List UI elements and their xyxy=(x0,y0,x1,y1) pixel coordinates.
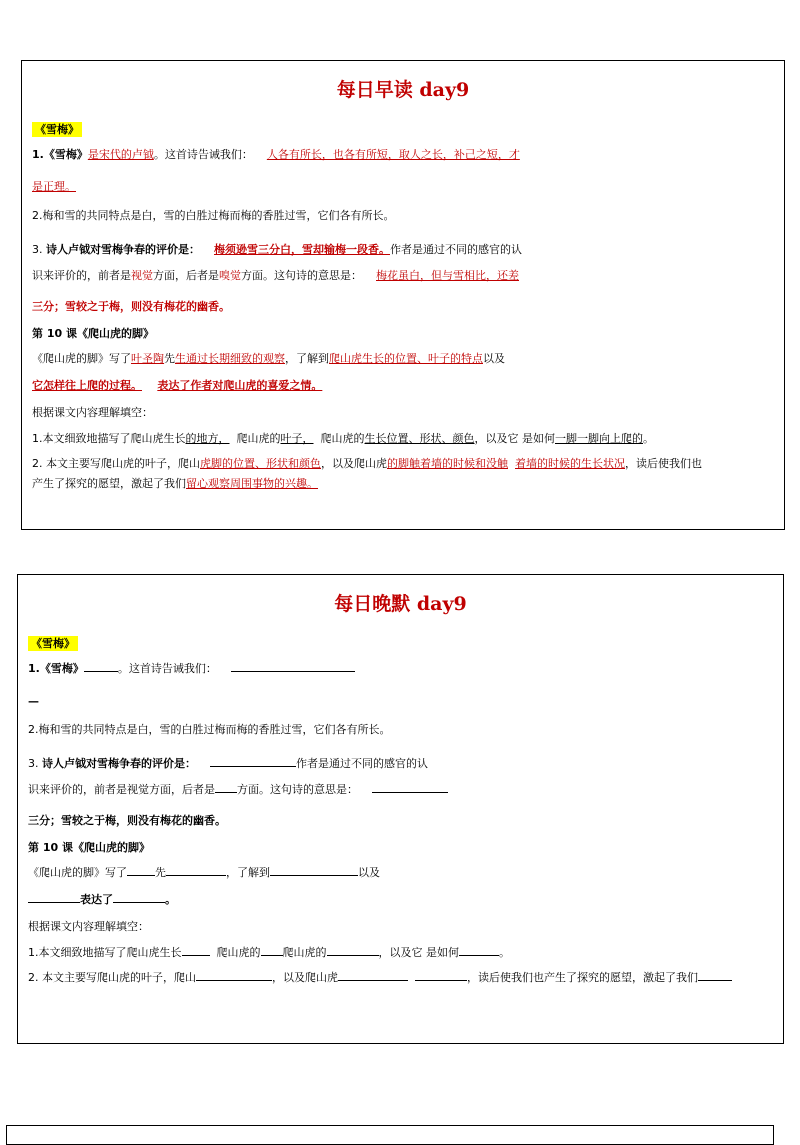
morning-q2: 2.梅和雪的共同特点是白，雪的白胜过梅而梅的香胜过雪，它们各有所长。 xyxy=(32,209,395,222)
evening-q3-line3: 三分；雪较之于梅，则没有梅花的幽香。 xyxy=(28,814,226,827)
blank-interest[interactable] xyxy=(698,969,732,981)
poem-tag: 《雪梅》 xyxy=(28,636,78,651)
evening-fill-title: 根据课文内容理解填空： xyxy=(28,920,149,933)
evening-dictation-card xyxy=(17,574,784,1044)
morning-reading-card xyxy=(21,60,785,530)
evening-q1: 1.《雪梅》 。这首诗告诫我们： xyxy=(28,660,355,676)
morning-fill-q2-cont: 产生了探究的愿望，激起了我们留心观察周围事物的兴趣。 xyxy=(32,477,318,490)
blank-method[interactable] xyxy=(166,864,226,876)
morning-fill-q2: 2. 本文主要写爬山虎的叶子，爬山虎脚的位置、形状和颜色，以及爬山虎的脚触着墙的时候和没触 着墙的时候的生长状况，读后使我们也 xyxy=(32,457,702,470)
next-card xyxy=(6,1125,774,1145)
morning-q3-line3: 三分；雪较之于梅，则没有梅花的幽香。 xyxy=(32,300,230,313)
evening-title: 每日晚默 day9 xyxy=(334,593,467,615)
morning-lesson-title: 第 10 课《爬山虎的脚》 xyxy=(32,327,154,340)
evening-q3-line2: 识来评价的，前者是视觉方面，后者是 方面。这句诗的意思是： xyxy=(28,781,448,797)
poem-tag: 《雪梅》 xyxy=(32,122,82,137)
morning-q3: 3. 诗人卢钺对雪梅争春的评价是： 梅须逊雪三分白，雪却输梅一段香。作者是通过不同的感官的认 xyxy=(32,243,522,256)
morning-title: 每日早读 day9 xyxy=(336,79,470,101)
blank-meaning[interactable] xyxy=(372,781,448,793)
morning-lesson-line1: 《爬山虎的脚》写了叶圣陶先生通过长期细致的观察，了解到爬山虎生长的位置、叶子的特点以及 xyxy=(32,352,505,365)
blank-lesson[interactable] xyxy=(231,660,355,672)
evening-fill-q2: 2. 本文主要写爬山虎的叶子，爬山 ，以及爬山虎 ，读后使我们也产生了探究的愿望，激起了我们 xyxy=(28,969,732,985)
blank-climb[interactable] xyxy=(459,944,499,956)
evening-lesson-line2: 表达了 。 xyxy=(28,891,176,907)
evening-lesson-line1: 《爬山虎的脚》写了 先 ，了解到 以及 xyxy=(28,866,380,879)
morning-fill-title: 根据课文内容理解填空： xyxy=(32,406,153,419)
blank-sense[interactable] xyxy=(215,781,237,793)
blank-learned[interactable] xyxy=(270,864,358,876)
blank-evaluation[interactable] xyxy=(210,755,296,767)
evening-fill-q1: 1.本文细致地描写了爬山虎生长 爬山虎的 爬山虎的 ，以及它 是如何 。 xyxy=(28,946,510,959)
blank-feeling[interactable] xyxy=(113,891,165,903)
blank-process[interactable] xyxy=(28,891,80,903)
blank-features[interactable] xyxy=(327,944,379,956)
evening-lesson-title: 第 10 课《爬山虎的脚》 xyxy=(28,841,150,854)
evening-q3: 3. 诗人卢钺对雪梅争春的评价是： 作者是通过不同的感官的认 xyxy=(28,757,428,770)
blank-place[interactable] xyxy=(182,944,210,956)
morning-fill-q1: 1.本文细致地描写了爬山虎生长的地方， 爬山虎的叶子， 爬山虎的生长位置、形状、颜色，以及它 是如何一脚一脚向上爬的。 xyxy=(32,432,654,445)
blank-foot-position[interactable] xyxy=(196,969,272,981)
blank-foot-touch[interactable] xyxy=(338,969,408,981)
morning-lesson-line2: 它怎样往上爬的过程。 表达了作者对爬山虎的喜爱之情。 xyxy=(32,379,323,392)
blank-leaves[interactable] xyxy=(261,944,283,956)
morning-q3-line2: 识来评价的，前者是视觉方面，后者是嗅觉方面。这句诗的意思是： 梅花虽白，但与雪相比，还差 xyxy=(32,269,519,282)
evening-dash: — xyxy=(28,695,39,708)
evening-q2: 2.梅和雪的共同特点是白，雪的白胜过梅而梅的香胜过雪，它们各有所长。 xyxy=(28,723,391,736)
blank-poet[interactable] xyxy=(84,660,118,672)
morning-q1: 1.《雪梅》是宋代的卢钺。这首诗告诫我们： 人各有所长，也各有所短，取人之长，补己之短，才 xyxy=(32,148,520,161)
blank-growth[interactable] xyxy=(415,969,467,981)
morning-q1-cont: 是正理。 xyxy=(32,180,76,193)
blank-author[interactable] xyxy=(127,864,155,876)
